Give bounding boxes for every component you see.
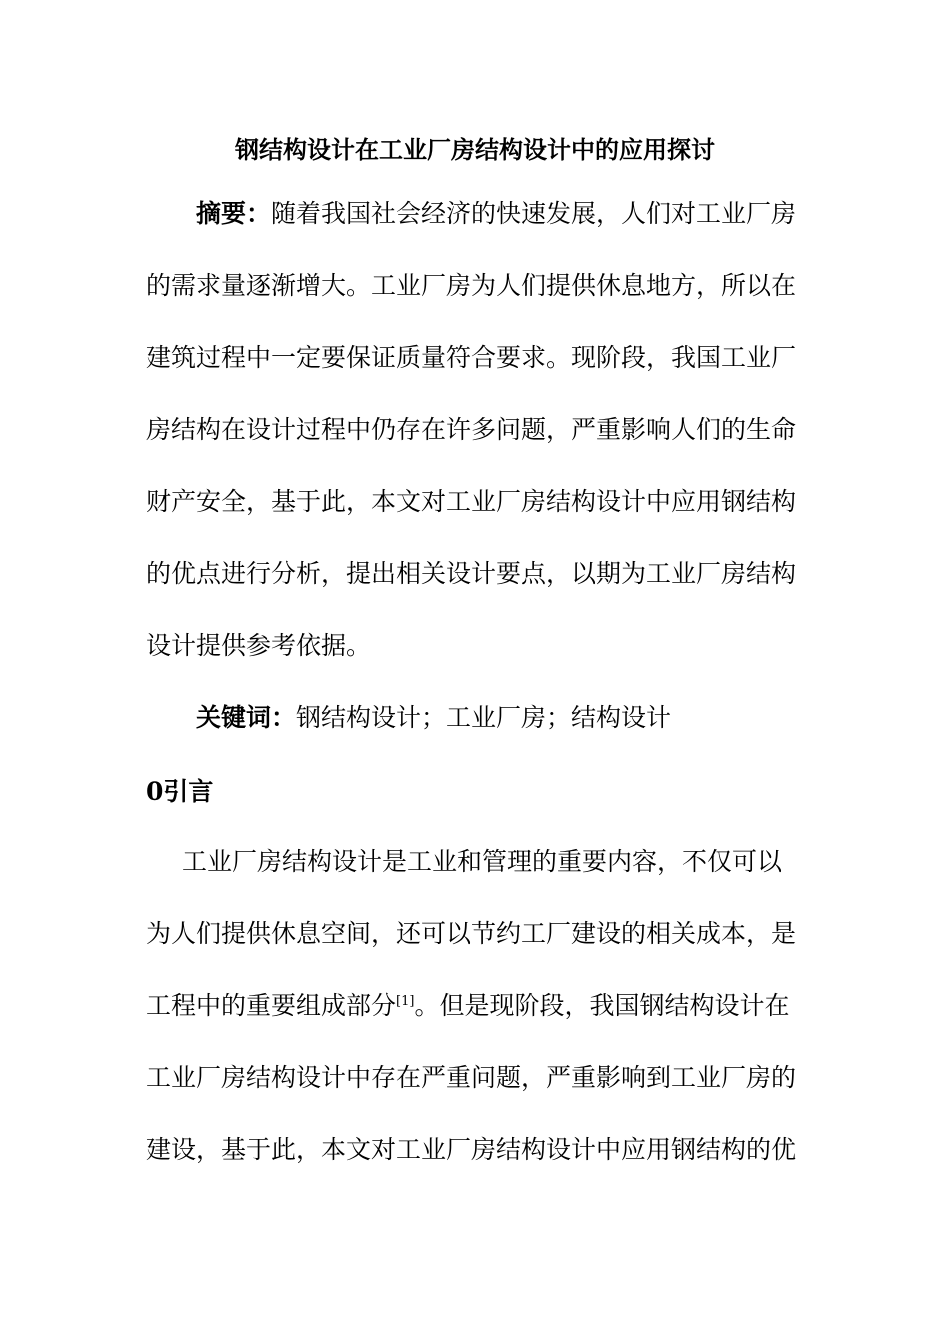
section-line-3 [146,988,789,1024]
keywords-line [196,700,671,736]
section-line-3-end: 。但是现阶段，我国钢结构设计在 [414,991,790,1020]
keywords-text: 钢结构设计；工业厂房；结构设计 [296,703,672,732]
abstract-line-5: 财产安全，基于此，本文对工业厂房结构设计中应用钢结构 [146,487,797,516]
keywords-label: 关键词： [196,703,297,732]
abstract-line-2: 的需求量逐渐增大。工业厂房为人们提供休息地方，所以在 [146,271,797,300]
abstract-text: 随着我国社会经济的快速发展，人们对工业厂房 [271,199,797,228]
document-title: 钢结构设计在工业厂房结构设计中的应用探讨 [235,135,715,164]
section-line-4: 工业厂房结构设计中存在严重问题，严重影响到工业厂房的 [146,1063,797,1092]
section-heading: 0引言 [146,777,214,806]
abstract-line-1 [196,196,796,232]
abstract-line-6: 的优点进行分析，提出相关设计要点，以期为工业厂房结构 [146,559,797,588]
abstract-line-4: 房结构在设计过程中仍存在许多问题，严重影响人们的生命 [146,415,797,444]
section-line-2: 为人们提供休息空间，还可以节约工厂建设的相关成本，是 [146,919,797,948]
citation-ref[interactable]: [1] [396,994,415,1009]
abstract-line-7: 设计提供参考依据。 [146,631,372,660]
abstract-label: 摘要： [196,199,272,228]
section-line-5: 建设，基于此，本文对工业厂房结构设计中应用钢结构的优 [146,1135,797,1164]
abstract-line-3: 建筑过程中一定要保证质量符合要求。现阶段，我国工业厂 [146,343,797,372]
section-line-1: 工业厂房结构设计是工业和管理的重要内容，不仅可以 [182,847,783,876]
section-line-3-start: 工程中的重要组成部分 [146,991,397,1020]
